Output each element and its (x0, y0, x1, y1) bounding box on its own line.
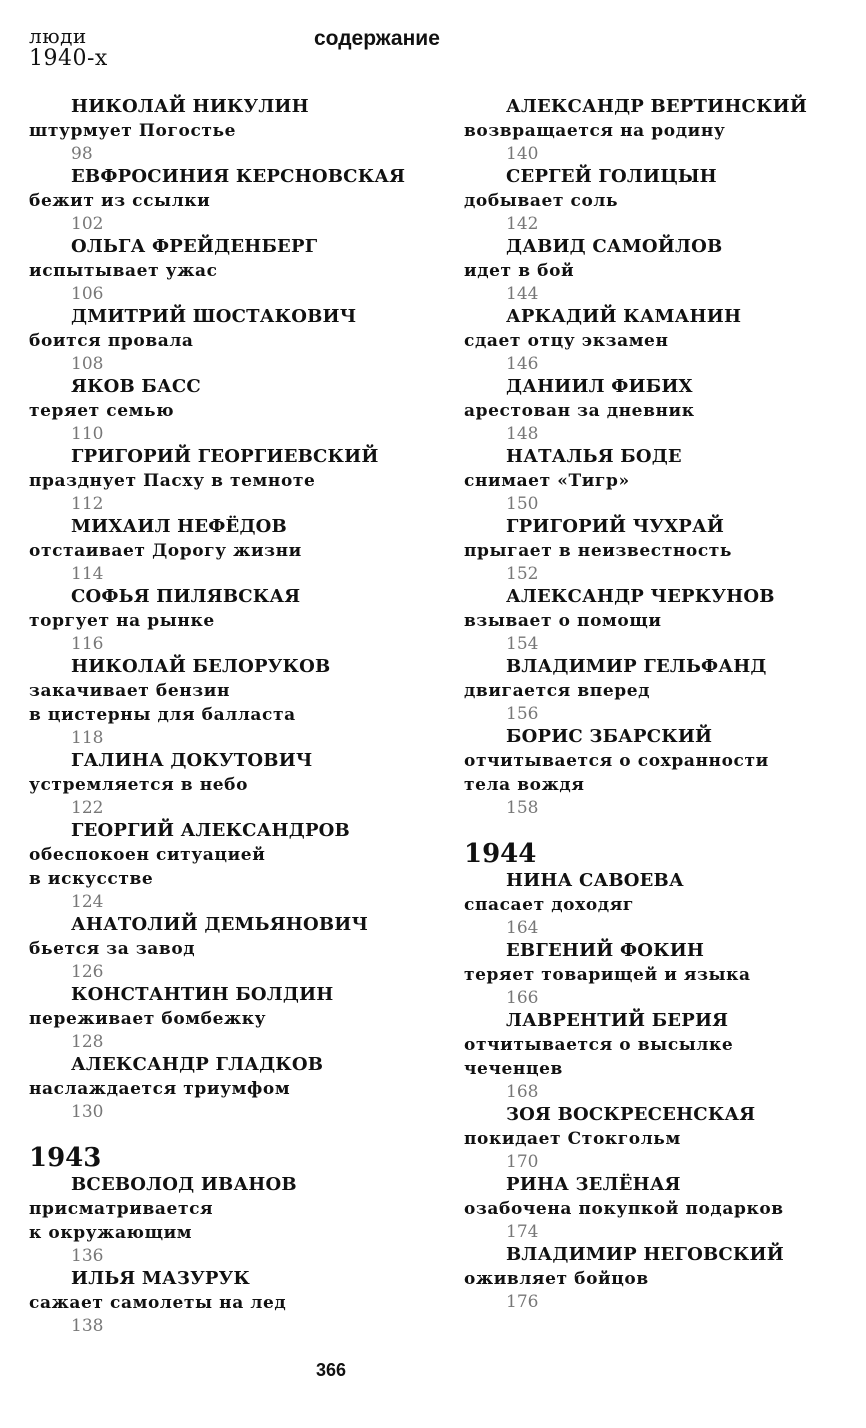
entry-page-number: 156 (506, 704, 539, 724)
entry-page-number: 112 (71, 494, 104, 514)
entry-person-name: ЕВГЕНИЙ ФОКИН (506, 940, 705, 961)
page-title: содержание (314, 27, 440, 50)
toc-entry (29, 749, 449, 819)
entry-person-name: ЛАВРЕНТИЙ БЕРИЯ (506, 1010, 729, 1031)
entry-person-name: ЕВФРОСИНИЯ КЕРСНОВСКАЯ (71, 166, 406, 187)
entry-description: закачивает бензин (29, 681, 231, 701)
entry-person-name: ИЛЬЯ МАЗУРУК (71, 1268, 251, 1289)
entry-description: взывает о помощи (464, 611, 662, 631)
toc-entry (464, 1173, 859, 1243)
entry-page-number: 170 (506, 1152, 539, 1172)
toc-entry (29, 165, 449, 235)
entry-description: боится провала (29, 331, 194, 351)
entry-page-number: 152 (506, 564, 539, 584)
entry-description: обеспокоен ситуацией (29, 845, 266, 865)
entry-person-name: АРКАДИЙ КАМАНИН (506, 306, 742, 327)
toc-entry (464, 515, 859, 585)
entry-person-name: ОЛЬГА ФРЕЙДЕНБЕРГ (71, 236, 318, 257)
toc-entry (29, 655, 449, 749)
entry-description: арестован за дневник (464, 401, 695, 421)
entry-description: покидает Стокгольм (464, 1129, 681, 1149)
toc-entry (29, 1053, 449, 1123)
toc-entry (464, 585, 859, 655)
page-number: 366 (316, 1360, 347, 1380)
entry-person-name: НИНА САВОЕВА (506, 870, 684, 891)
toc-entry (464, 305, 859, 375)
toc-entry (29, 1267, 449, 1337)
entry-person-name: ГРИГОРИЙ ГЕОРГИЕВСКИЙ (71, 446, 379, 467)
entry-description: двигается вперед (464, 681, 651, 701)
toc-entry (29, 819, 449, 913)
entry-person-name: МИХАИЛ НЕФЁДОВ (71, 516, 287, 537)
toc-entry (464, 375, 859, 445)
entry-description: возвращается на родину (464, 121, 726, 141)
entry-description: испытывает ужас (29, 261, 218, 281)
toc-column-left (29, 95, 449, 1337)
entry-page-number: 176 (506, 1292, 539, 1312)
entry-person-name: СОФЬЯ ПИЛЯВСКАЯ (71, 586, 301, 607)
entry-description: отстаивает Дорогу жизни (29, 541, 302, 561)
toc-entry (29, 515, 449, 585)
entry-description: прыгает в неизвестность (464, 541, 733, 561)
entry-page-number: 110 (71, 424, 104, 444)
entry-page-number: 98 (71, 144, 93, 164)
entry-page-number: 102 (71, 214, 104, 234)
entry-person-name: ДАНИИЛ ФИБИХ (506, 376, 693, 397)
entry-person-name: ДАВИД САМОЙЛОВ (506, 236, 723, 257)
entry-page-number: 146 (506, 354, 539, 374)
entry-page-number: 114 (71, 564, 104, 584)
entry-page-number: 174 (506, 1222, 539, 1242)
entry-page-number: 138 (71, 1316, 104, 1336)
entry-description: бежит из ссылки (29, 191, 211, 211)
toc-entries-group (464, 95, 859, 819)
entry-description: озабочена покупкой подарков (464, 1199, 784, 1219)
toc-entry (29, 235, 449, 305)
entry-description: оживляет бойцов (464, 1269, 649, 1289)
toc-entry (29, 585, 449, 655)
entry-description: в цистерны для балласта (29, 705, 296, 725)
toc-entries-group (464, 869, 859, 1313)
entry-person-name: ВЛАДИМИР ГЕЛЬФАНД (506, 656, 767, 677)
entry-page-number: 140 (506, 144, 539, 164)
entry-description: присматривается (29, 1199, 214, 1219)
entry-person-name: НАТАЛЬЯ БОДЕ (506, 446, 682, 467)
entry-person-name: ЗОЯ ВОСКРЕСЕНСКАЯ (506, 1104, 756, 1125)
toc-entry (29, 1173, 449, 1267)
entry-person-name: АЛЕКСАНДР ГЛАДКОВ (71, 1054, 324, 1075)
toc-entries-group (29, 1173, 449, 1337)
toc-entry (464, 235, 859, 305)
section-heading (29, 26, 108, 70)
toc-entry (464, 1103, 859, 1173)
entry-description: наслаждается триумфом (29, 1079, 291, 1099)
toc-entry (464, 165, 859, 235)
toc-entries-group (29, 95, 449, 1123)
entry-person-name: БОРИС ЗБАРСКИЙ (506, 726, 713, 747)
toc-entry (464, 869, 859, 939)
entry-description: теряет товарищей и языка (464, 965, 751, 985)
toc-column-right (464, 95, 859, 1313)
entry-person-name: АЛЕКСАНДР ВЕРТИНСКИЙ (506, 96, 808, 117)
entry-page-number: 166 (506, 988, 539, 1008)
entry-description: отчитывается о сохранности (464, 751, 769, 771)
entry-person-name: НИКОЛАЙ БЕЛОРУКОВ (71, 656, 331, 677)
decade-label: 1940-х (29, 46, 108, 71)
entry-description: тела вождя (464, 775, 585, 795)
entry-description: переживает бомбежку (29, 1009, 267, 1029)
entry-page-number: 118 (71, 728, 104, 748)
entry-description: спасает доходяг (464, 895, 634, 915)
entry-description: торгует на рынке (29, 611, 215, 631)
entry-page-number: 130 (71, 1102, 104, 1122)
year-heading: 1943 (29, 1143, 102, 1173)
entry-person-name: ГЕОРГИЙ АЛЕКСАНДРОВ (71, 820, 350, 841)
section-label: люди (29, 24, 87, 48)
entry-description: штурмует Погостье (29, 121, 237, 141)
entry-description: в искусстве (29, 869, 154, 889)
entry-description: чеченцев (464, 1059, 563, 1079)
entry-page-number: 148 (506, 424, 539, 444)
entry-person-name: КОНСТАНТИН БОЛДИН (71, 984, 334, 1005)
entry-page-number: 106 (71, 284, 104, 304)
entry-description: отчитывается о высылке (464, 1035, 734, 1055)
year-heading: 1944 (464, 839, 537, 869)
entry-person-name: АЛЕКСАНДР ЧЕРКУНОВ (506, 586, 775, 607)
toc-entry (464, 95, 859, 165)
entry-person-name: ГАЛИНА ДОКУТОВИЧ (71, 750, 313, 771)
toc-entry (464, 939, 859, 1009)
entry-page-number: 116 (71, 634, 104, 654)
entry-page-number: 142 (506, 214, 539, 234)
entry-page-number: 164 (506, 918, 539, 938)
entry-person-name: СЕРГЕЙ ГОЛИЦЫН (506, 166, 717, 187)
toc-entry (464, 1243, 859, 1313)
entry-description: устремляется в небо (29, 775, 249, 795)
entry-person-name: ЯКОВ БАСС (71, 376, 201, 397)
entry-page-number: 124 (71, 892, 104, 912)
entry-person-name: ВСЕВОЛОД ИВАНОВ (71, 1174, 297, 1195)
entry-page-number: 122 (71, 798, 104, 818)
entry-description: бьется за завод (29, 939, 196, 959)
entry-description: идет в бой (464, 261, 575, 281)
entry-page-number: 154 (506, 634, 539, 654)
entry-description: снимает «Тигр» (464, 471, 630, 491)
toc-entry (29, 375, 449, 445)
entry-person-name: РИНА ЗЕЛЁНАЯ (506, 1174, 681, 1195)
entry-description: сдает отцу экзамен (464, 331, 669, 351)
entry-page-number: 136 (71, 1246, 104, 1266)
toc-entry (464, 445, 859, 515)
entry-page-number: 126 (71, 962, 104, 982)
toc-entry (29, 305, 449, 375)
entry-page-number: 128 (71, 1032, 104, 1052)
toc-entry (29, 983, 449, 1053)
entry-description: теряет семью (29, 401, 175, 421)
entry-person-name: НИКОЛАЙ НИКУЛИН (71, 96, 309, 117)
entry-person-name: ДМИТРИЙ ШОСТАКОВИЧ (71, 306, 357, 327)
toc-entry (464, 1009, 859, 1103)
entry-page-number: 108 (71, 354, 104, 374)
entry-person-name: АНАТОЛИЙ ДЕМЬЯНОВИЧ (71, 914, 369, 935)
entry-description: празднует Пасху в темноте (29, 471, 316, 491)
toc-entry (29, 445, 449, 515)
entry-page-number: 144 (506, 284, 539, 304)
entry-page-number: 158 (506, 798, 539, 818)
entry-person-name: ВЛАДИМИР НЕГОВСКИЙ (506, 1244, 784, 1265)
toc-entry (29, 913, 449, 983)
toc-entry (464, 725, 859, 819)
entry-person-name: ГРИГОРИЙ ЧУХРАЙ (506, 516, 725, 537)
toc-entry (29, 95, 449, 165)
entry-description: к окружающим (29, 1223, 193, 1243)
entry-page-number: 150 (506, 494, 539, 514)
toc-entry (464, 655, 859, 725)
entry-page-number: 168 (506, 1082, 539, 1102)
entry-description: добывает соль (464, 191, 619, 211)
entry-description: сажает самолеты на лед (29, 1293, 287, 1313)
